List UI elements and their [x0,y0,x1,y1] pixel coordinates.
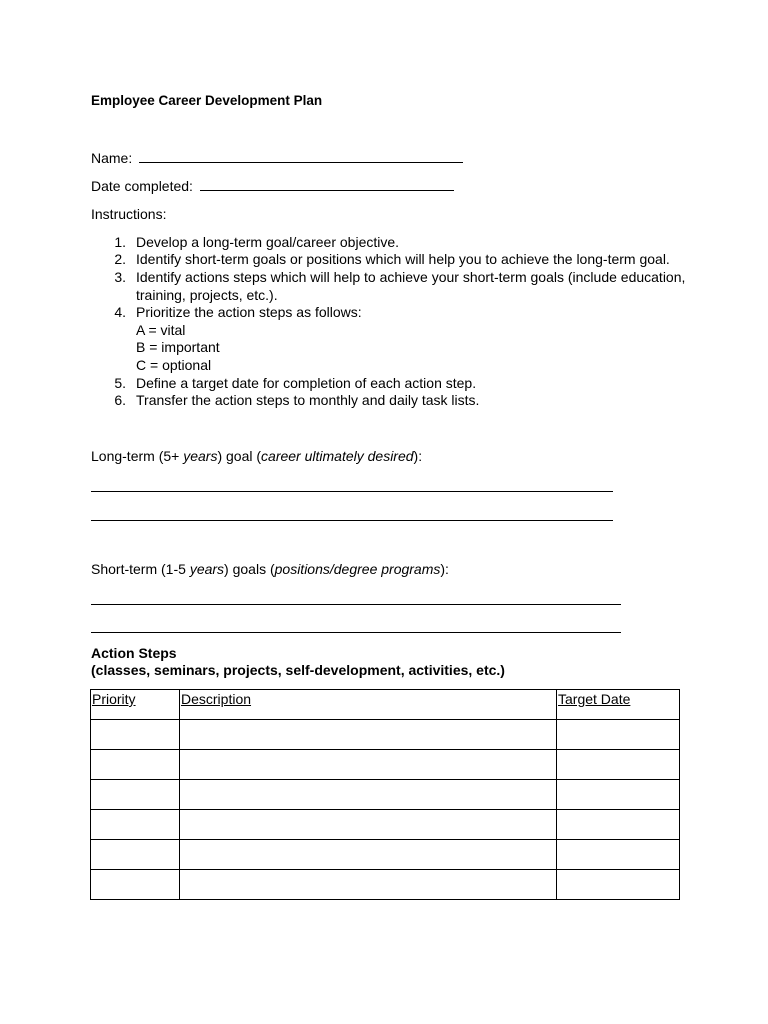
page-title: Employee Career Development Plan [91,93,323,108]
table-row [91,750,680,780]
long-term-desc: career ultimately desired [261,448,414,464]
priority-cell[interactable] [91,780,180,810]
short-term-desc: positions/degree programs [274,561,441,577]
header-priority [91,690,180,720]
name-input-line[interactable] [139,149,463,163]
table-row [91,840,680,870]
list-item: Define a target date for completion of each action step. [136,375,477,391]
short-term-goals-label [91,560,449,578]
list-item: Identify short-term goals or positions which will help you to achieve the long-term goal. [136,251,670,267]
name-label: Name: [91,150,133,166]
priority-important: B = important [136,339,220,355]
target-date-cell[interactable] [557,870,680,900]
priority-cell[interactable] [91,840,180,870]
table-row [91,720,680,750]
date-completed-label: Date completed: [91,178,193,194]
table-header-row [91,690,680,720]
table-row [91,780,680,810]
list-item-number: 6. [114,392,126,408]
long-term-answer-line-1[interactable] [91,491,613,492]
header-description-label: Description [181,691,252,707]
table-row [91,870,680,900]
description-cell[interactable] [180,750,557,780]
target-date-cell[interactable] [557,810,680,840]
priority-cell[interactable] [91,720,180,750]
list-item: Identify actions steps which will help to achieve your short-term goals (include education, [136,269,686,285]
short-term-answer-line-1[interactable] [91,604,621,605]
long-term-suffix: ): [413,448,423,464]
list-item-continuation: training, projects, etc.). [136,287,278,303]
header-priority-label: Priority [92,691,136,707]
list-item-number: 3. [114,269,126,285]
description-cell[interactable] [180,780,557,810]
long-term-answer-line-2[interactable] [91,520,613,521]
priority-optional: C = optional [136,357,212,373]
priority-cell[interactable] [91,750,180,780]
list-item-number: 1. [114,234,126,250]
instructions-label: Instructions: [91,206,167,222]
long-term-mid: ) goal ( [217,448,262,464]
target-date-cell[interactable] [557,780,680,810]
action-steps-subheading: (classes, seminars, projects, self-development, activities, etc.) [91,662,505,678]
priority-cell[interactable] [91,870,180,900]
description-cell[interactable] [180,840,557,870]
priority-vital: A = vital [136,322,186,338]
short-term-suffix: ): [440,561,449,577]
list-item-number: 5. [114,375,126,391]
action-steps-table [90,689,680,900]
description-cell[interactable] [180,720,557,750]
header-target-date [557,690,680,720]
description-cell[interactable] [180,810,557,840]
date-completed-field [91,177,454,195]
priority-cell[interactable] [91,810,180,840]
short-term-mid: ) goals ( [224,561,275,577]
target-date-cell[interactable] [557,720,680,750]
long-term-years: years [183,448,218,464]
description-cell[interactable] [180,870,557,900]
date-completed-input-line[interactable] [200,177,454,191]
header-target-date-label: Target Date [558,691,631,707]
list-item: Transfer the action steps to monthly and daily task lists. [136,392,480,408]
long-term-goal-label [91,447,422,465]
short-term-answer-line-2[interactable] [91,632,621,633]
long-term-prefix: Long-term (5+ [91,448,184,464]
name-field [91,149,463,167]
short-term-prefix: Short-term (1-5 [91,561,190,577]
list-item: Prioritize the action steps as follows: [136,304,362,320]
target-date-cell[interactable] [557,750,680,780]
header-description [180,690,557,720]
list-item: Develop a long-term goal/career objective. [136,234,400,250]
list-item-number: 2. [114,251,126,267]
list-item-number: 4. [114,304,126,320]
target-date-cell[interactable] [557,840,680,870]
table-row [91,810,680,840]
action-steps-heading: Action Steps [91,645,177,661]
short-term-years: years [189,561,225,577]
